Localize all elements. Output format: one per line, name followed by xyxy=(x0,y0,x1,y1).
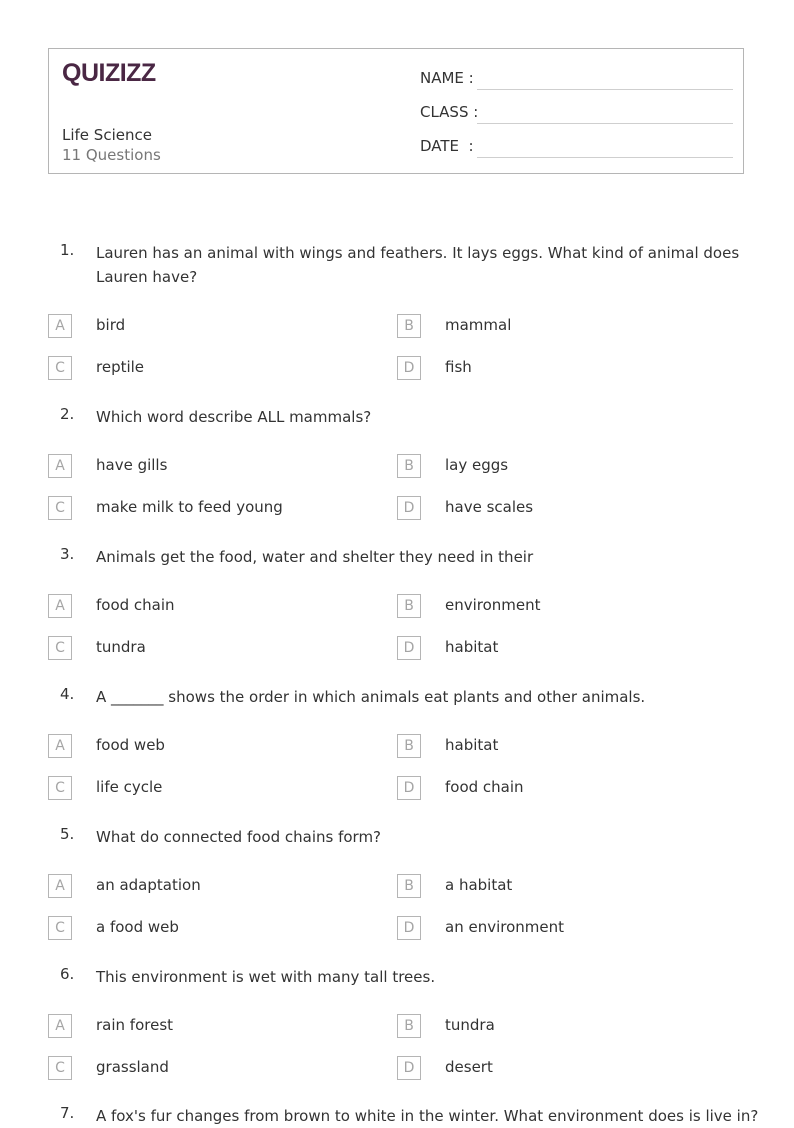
question-line: Lauren have? xyxy=(96,268,198,286)
choice-text: rain forest xyxy=(96,1016,174,1034)
choice-letter-box: C xyxy=(48,776,72,800)
choice-text: food chain xyxy=(445,778,524,796)
question-number: 4. xyxy=(60,685,75,703)
date-line xyxy=(477,157,733,158)
choice-text: desert xyxy=(445,1058,493,1076)
question-count: 11 Questions xyxy=(62,146,161,164)
choice-text: a food web xyxy=(96,918,179,936)
question-line: A fox's fur changes from brown to white in the winter. What environment does is live in? xyxy=(96,1107,759,1125)
question-number: 2. xyxy=(60,405,75,423)
question-number: 1. xyxy=(60,241,75,259)
choice-letter-box: A xyxy=(48,1014,72,1038)
choice-text: mammal xyxy=(445,316,512,334)
choice-letter-box: B xyxy=(397,454,421,478)
choice-letter-box: D xyxy=(397,636,421,660)
choice-letter-box: D xyxy=(397,496,421,520)
choice-letter-box: C xyxy=(48,496,72,520)
choice-text: tundra xyxy=(445,1016,495,1034)
choice-letter-box: D xyxy=(397,776,421,800)
choice-text: fish xyxy=(445,358,472,376)
choice-text: lay eggs xyxy=(445,456,509,474)
class-line xyxy=(477,123,733,124)
date-field[interactable] xyxy=(420,137,733,157)
choice-letter-box: A xyxy=(48,314,72,338)
choice-text: have gills xyxy=(96,456,168,474)
question-line: What do connected food chains form? xyxy=(96,828,382,846)
question-text xyxy=(96,405,756,429)
quizizz-logo: QUIZIZZ xyxy=(62,59,156,87)
choice-text: an adaptation xyxy=(96,876,201,894)
choice-letter-box: A xyxy=(48,454,72,478)
class-label: CLASS : xyxy=(420,103,479,121)
question-text xyxy=(96,825,756,849)
choice-text: have scales xyxy=(445,498,534,516)
question-number: 3. xyxy=(60,545,75,563)
choice-letter-box: B xyxy=(397,874,421,898)
question-line: Lauren has an animal with wings and feathers. It lays eggs. What kind of animal does xyxy=(96,244,740,262)
choice-text: tundra xyxy=(96,638,146,656)
choice-letter-box: A xyxy=(48,874,72,898)
choice-text: habitat xyxy=(445,736,499,754)
question-line: A _______ shows the order in which animals eat plants and other animals. xyxy=(96,688,646,706)
question-number: 7. xyxy=(60,1104,75,1122)
choice-letter-box: B xyxy=(397,314,421,338)
choice-letter-box: B xyxy=(397,1014,421,1038)
choice-text: habitat xyxy=(445,638,499,656)
question-text xyxy=(96,685,756,709)
question-line: Which word describe ALL mammals? xyxy=(96,408,372,426)
question-text xyxy=(96,545,756,569)
choice-letter-box: B xyxy=(397,594,421,618)
question-text xyxy=(96,1104,759,1128)
choice-text: environment xyxy=(445,596,541,614)
choice-letter-box: A xyxy=(48,734,72,758)
choice-letter-box: B xyxy=(397,734,421,758)
choice-letter-box: C xyxy=(48,916,72,940)
choice-letter-box: A xyxy=(48,594,72,618)
question-line: This environment is wet with many tall trees. xyxy=(96,968,436,986)
choice-text: life cycle xyxy=(96,778,163,796)
name-line xyxy=(477,89,733,90)
question-line: Animals get the food, water and shelter they need in their xyxy=(96,548,534,566)
name-field[interactable] xyxy=(420,69,733,89)
choice-text: bird xyxy=(96,316,126,334)
choice-text: food web xyxy=(96,736,165,754)
choice-text: an environment xyxy=(445,918,564,936)
choice-text: food chain xyxy=(96,596,175,614)
choice-text: reptile xyxy=(96,358,145,376)
question-text xyxy=(96,965,756,989)
date-label: DATE : xyxy=(420,137,474,155)
class-field[interactable] xyxy=(420,103,733,123)
choice-letter-box: C xyxy=(48,356,72,380)
worksheet-header xyxy=(48,48,744,174)
choice-text: make milk to feed young xyxy=(96,498,283,516)
choice-letter-box: C xyxy=(48,1056,72,1080)
choice-letter-box: D xyxy=(397,916,421,940)
choice-letter-box: C xyxy=(48,636,72,660)
question-number: 5. xyxy=(60,825,75,843)
question-number: 6. xyxy=(60,965,75,983)
choice-letter-box: D xyxy=(397,356,421,380)
worksheet-subject: Life Science xyxy=(62,126,152,144)
question-text xyxy=(96,241,756,289)
name-label: NAME : xyxy=(420,69,474,87)
choice-letter-box: D xyxy=(397,1056,421,1080)
choice-text: grassland xyxy=(96,1058,169,1076)
choice-text: a habitat xyxy=(445,876,513,894)
